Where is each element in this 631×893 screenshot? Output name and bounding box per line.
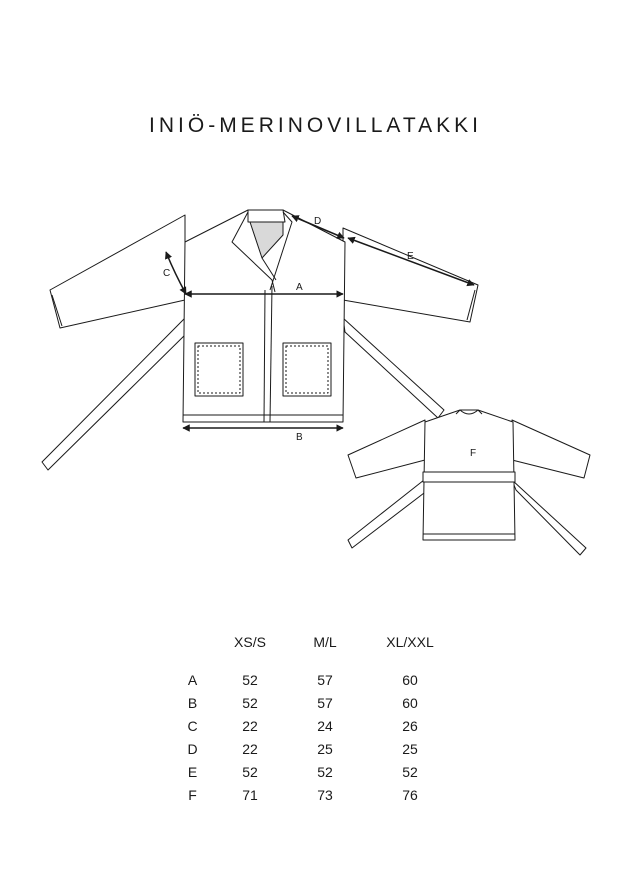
- size-table: [170, 628, 455, 806]
- cell: 52: [242, 763, 258, 780]
- row-label: A: [187, 671, 198, 688]
- cell: 26: [402, 717, 418, 734]
- cell: 57: [317, 671, 333, 688]
- label-e: E: [407, 251, 414, 262]
- row-label: C: [187, 717, 198, 734]
- cell: 52: [242, 671, 258, 688]
- label-f: F: [470, 448, 477, 459]
- table-row: [170, 714, 455, 737]
- table-row: [170, 783, 455, 806]
- table-header-row: [170, 628, 455, 668]
- label-a: A: [296, 282, 303, 293]
- cell: 52: [242, 694, 258, 711]
- cell: 22: [242, 740, 258, 757]
- header-xl-xxl: XL/XXL: [386, 634, 434, 650]
- cell: 25: [317, 740, 333, 757]
- header-m-l: M/L: [313, 634, 337, 650]
- row-label: B: [187, 694, 198, 711]
- cell: 76: [402, 786, 418, 803]
- table-row: [170, 691, 455, 714]
- cell: 57: [317, 694, 333, 711]
- back-jacket-drawing: [348, 410, 590, 555]
- table-row: [170, 737, 455, 760]
- cell: 73: [317, 786, 333, 803]
- cell: 25: [402, 740, 418, 757]
- row-label: F: [188, 786, 197, 803]
- page-title: INIÖ-MERINOVILLATAKKI: [149, 114, 482, 138]
- label-b: B: [296, 432, 303, 443]
- header-xs-s: XS/S: [234, 634, 266, 650]
- row-label: E: [187, 763, 198, 780]
- cell: 52: [317, 763, 333, 780]
- cell: 22: [242, 717, 258, 734]
- cell: 60: [402, 671, 418, 688]
- cell: 71: [242, 786, 258, 803]
- row-label: D: [187, 740, 198, 757]
- cell: 60: [402, 694, 418, 711]
- label-d: D: [314, 216, 322, 227]
- table-row: [170, 760, 455, 783]
- cell: 24: [317, 717, 333, 734]
- label-c: C: [163, 268, 171, 279]
- table-row: [170, 668, 455, 691]
- cell: 52: [402, 763, 418, 780]
